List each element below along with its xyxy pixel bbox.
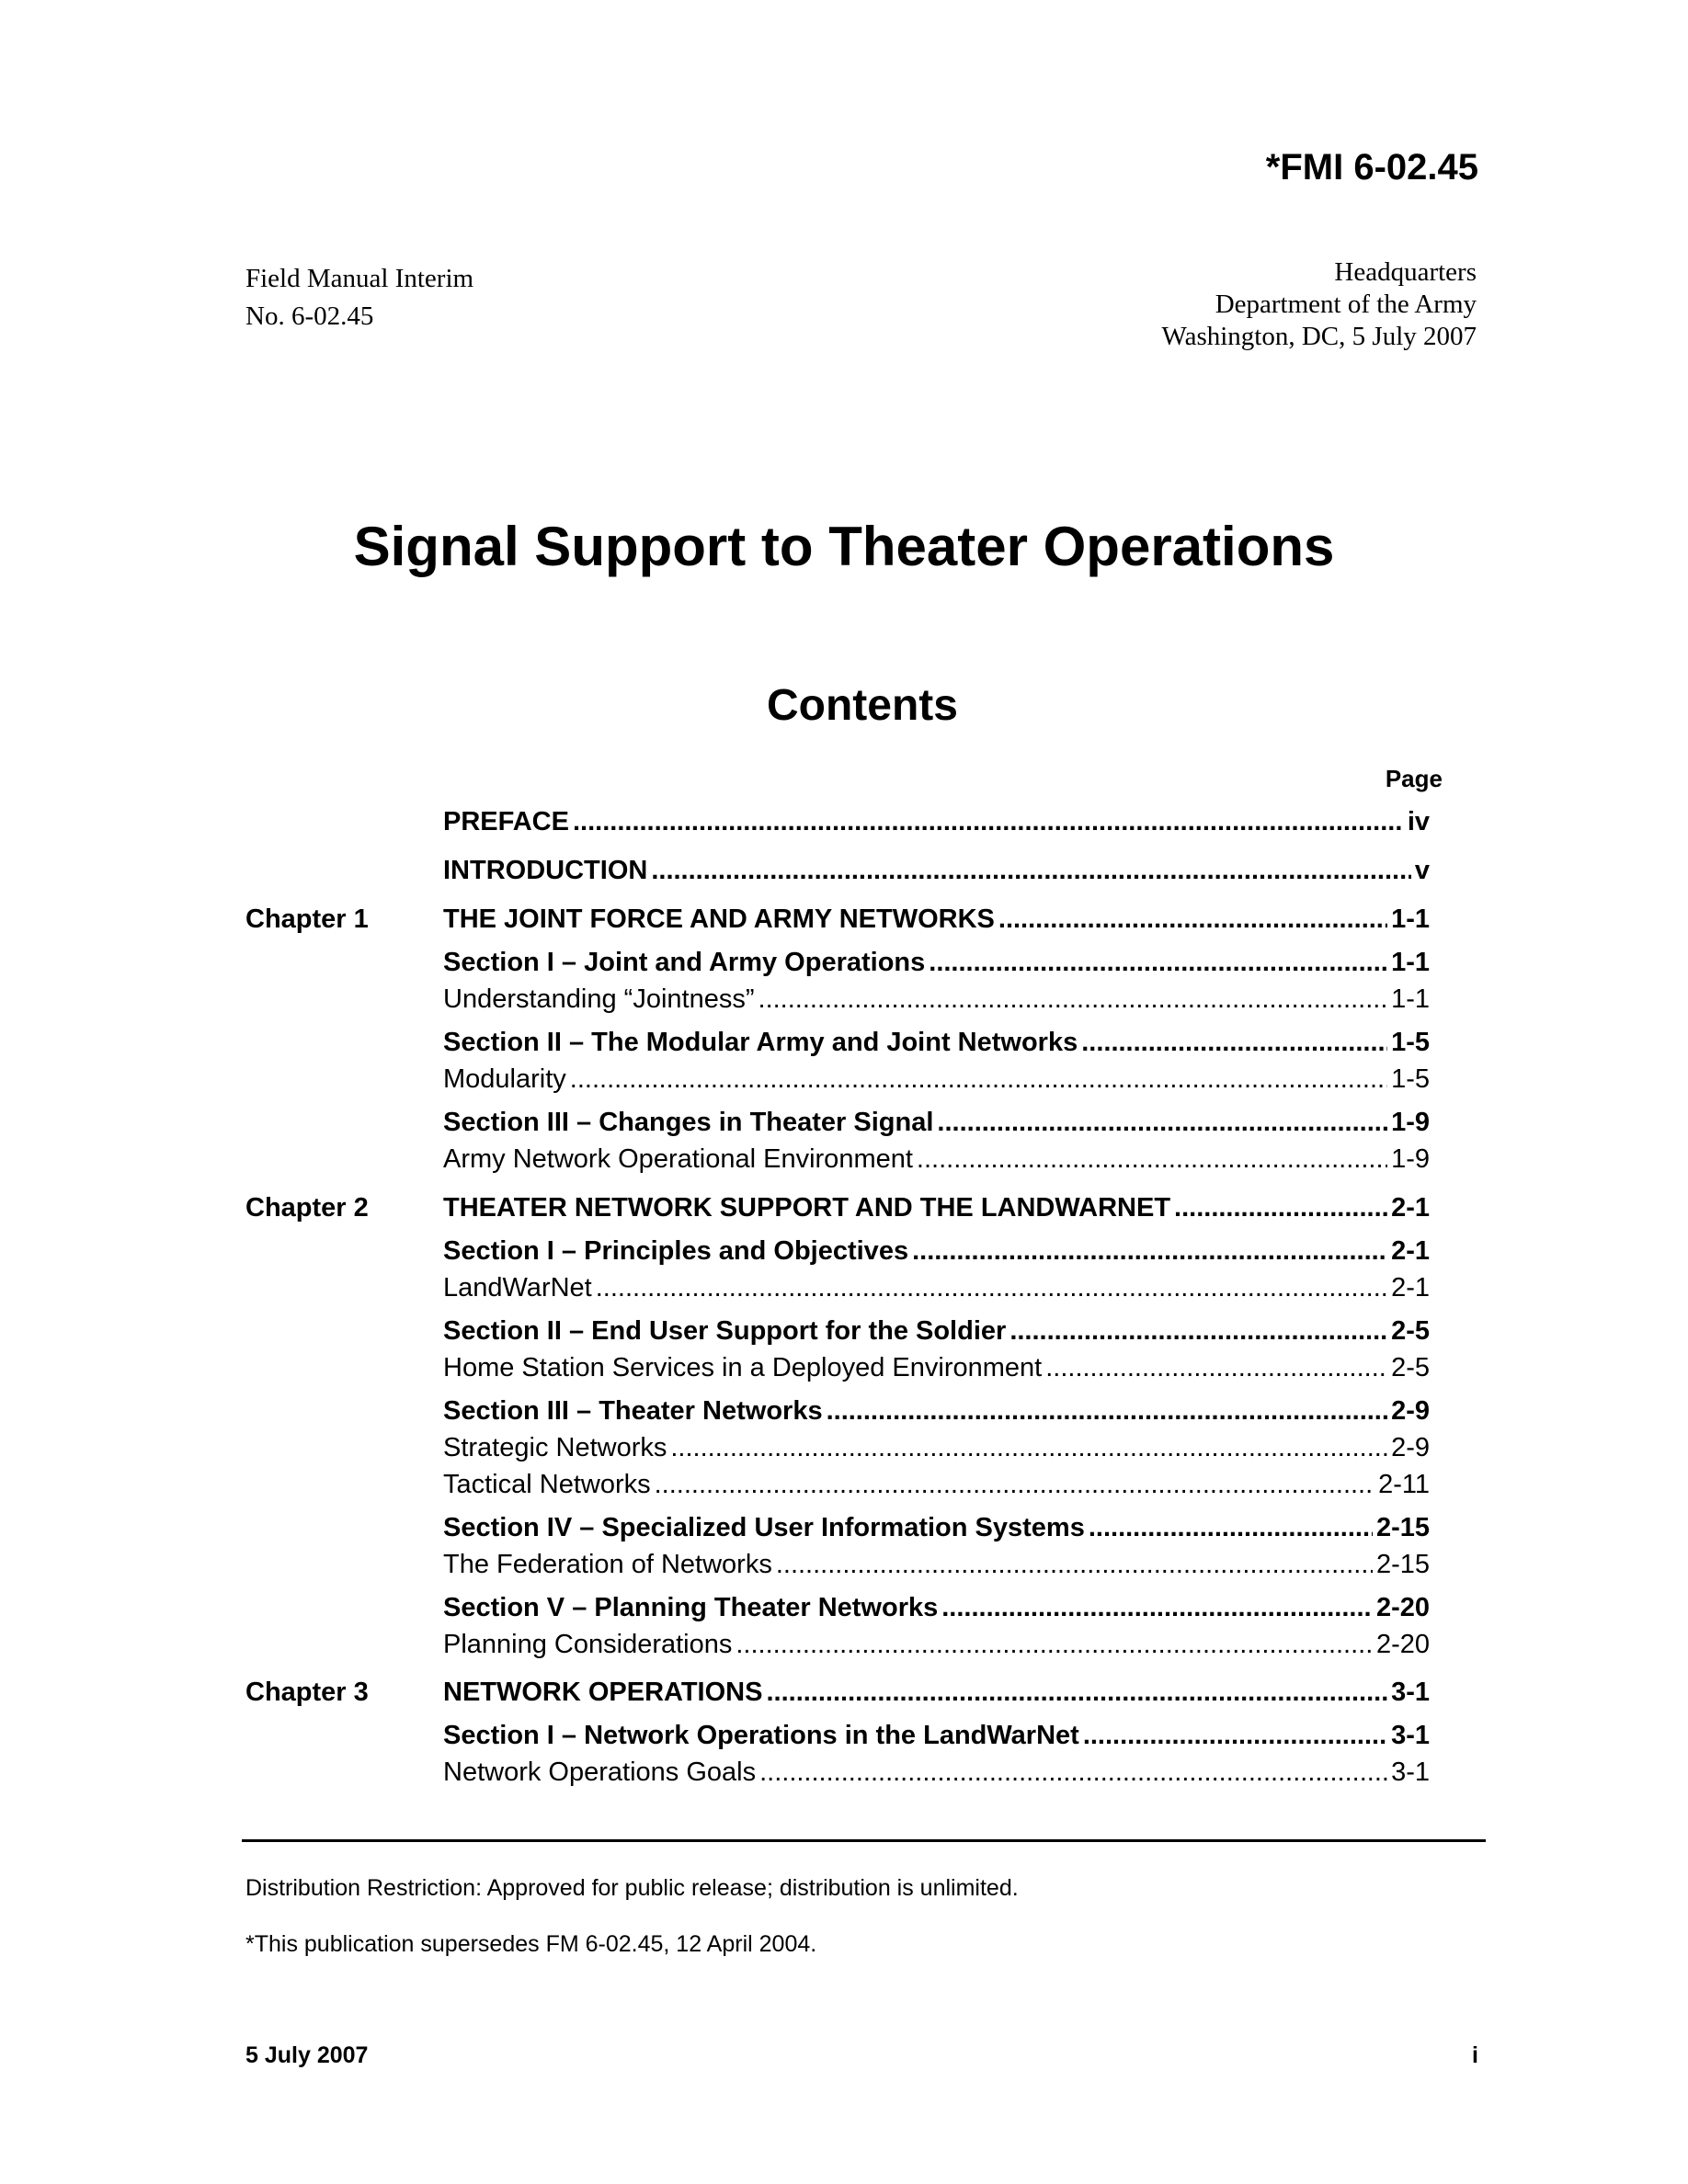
toc-dot-leader (759, 1756, 1387, 1789)
toc-entry-page: 2-20 (1375, 1593, 1430, 1622)
toc-dot-leader (758, 983, 1388, 1016)
toc-entry-title: Tactical Networks (443, 1470, 651, 1499)
toc-entry[interactable] (443, 1719, 1430, 1752)
toc-entry-title: Planning Considerations (443, 1630, 733, 1659)
chapter-label: Chapter 3 (245, 1678, 369, 1707)
distribution-restriction: Distribution Restriction: Approved for public release; distribution is unlimited. (245, 1875, 1019, 1901)
toc-dot-leader (776, 1548, 1373, 1581)
location-date-line: Washington, DC, 5 July 2007 (1161, 322, 1477, 351)
toc-entry-page: 2-1 (1391, 1193, 1430, 1223)
toc-entry-title: Section III – Changes in Theater Signal (443, 1108, 934, 1137)
toc-dot-leader (670, 1431, 1387, 1464)
toc-dot-leader (827, 1394, 1388, 1428)
toc-entry[interactable] (443, 1676, 1430, 1709)
toc-dot-leader (655, 1468, 1374, 1501)
toc-entry[interactable] (443, 1511, 1430, 1544)
toc-entry[interactable] (443, 1143, 1430, 1176)
toc-entry[interactable] (443, 1271, 1430, 1304)
toc-entry-page: 1-1 (1391, 904, 1430, 934)
toc-entry-page: 2-11 (1378, 1470, 1430, 1499)
chapter-label: Chapter 2 (245, 1193, 369, 1223)
toc-entry[interactable] (443, 1314, 1430, 1348)
footnote-divider (242, 1839, 1486, 1842)
toc-entry-page: 3-1 (1391, 1757, 1430, 1787)
toc-entry-page: 1-1 (1391, 948, 1430, 977)
toc-entry-title: Section V – Planning Theater Networks (443, 1593, 939, 1622)
manual-type: Field Manual Interim (245, 264, 474, 293)
department-line: Department of the Army (1215, 290, 1477, 319)
toc-entry-page: 2-5 (1391, 1353, 1430, 1382)
toc-entry-title: Section II – The Modular Army and Joint Networks (443, 1028, 1078, 1057)
toc-entry[interactable] (443, 805, 1430, 838)
toc-entry-title: Section I – Network Operations in the LandWarNet (443, 1721, 1079, 1750)
supersedes-note: *This publication supersedes FM 6-02.45, 12 April 2004. (245, 1931, 817, 1957)
toc-entry-page: 1-5 (1391, 1064, 1430, 1094)
toc-dot-leader (1045, 1351, 1387, 1384)
document-id: *FMI 6-02.45 (1265, 147, 1478, 188)
toc-entry[interactable] (443, 1628, 1430, 1661)
toc-entry[interactable] (443, 983, 1430, 1016)
toc-entry-title: Network Operations Goals (443, 1757, 757, 1787)
toc-entry-title: PREFACE (443, 807, 569, 836)
toc-entry[interactable] (443, 1191, 1430, 1224)
toc-entry-title: Strategic Networks (443, 1433, 667, 1462)
toc-entry-title: THEATER NETWORK SUPPORT AND THE LANDWARNET (443, 1193, 1171, 1223)
page-number: i (1472, 2042, 1478, 2068)
toc-dot-leader (941, 1591, 1373, 1624)
toc-entry-title: Section II – End User Support for the Soldier (443, 1316, 1007, 1346)
toc-dot-leader (573, 805, 1404, 838)
toc-entry[interactable] (443, 946, 1430, 979)
toc-dot-leader (998, 903, 1387, 936)
toc-dot-leader (570, 1063, 1387, 1096)
toc-entry-page: 2-1 (1391, 1236, 1430, 1266)
headquarters-line: Headquarters (1334, 257, 1477, 287)
toc-dot-leader (1174, 1191, 1387, 1224)
toc-entry-title: Understanding “Jointness” (443, 984, 755, 1014)
toc-entry-page: 3-1 (1391, 1721, 1430, 1750)
toc-dot-leader (917, 1143, 1387, 1176)
toc-entry[interactable] (443, 1756, 1430, 1789)
toc-entry[interactable] (443, 1548, 1430, 1581)
toc-entry-page: 2-5 (1391, 1316, 1430, 1346)
toc-entry-page: 2-1 (1391, 1273, 1430, 1302)
toc-dot-leader (929, 946, 1387, 979)
toc-entry-page: 2-20 (1375, 1630, 1430, 1659)
toc-dot-leader (1009, 1314, 1387, 1348)
manual-number: No. 6-02.45 (245, 301, 374, 331)
chapter-label: Chapter 1 (245, 904, 369, 934)
toc-entry[interactable] (443, 1351, 1430, 1384)
toc-dot-leader (651, 854, 1411, 887)
toc-entry-page: 2-15 (1375, 1513, 1430, 1542)
toc-entry[interactable] (443, 1394, 1430, 1428)
toc-dot-leader (937, 1106, 1387, 1139)
toc-entry-title: Section III – Theater Networks (443, 1396, 823, 1426)
toc-entry[interactable] (443, 1468, 1430, 1501)
toc-entry-title: Section IV – Specialized User Information Systems (443, 1513, 1085, 1542)
toc-entry-page: iv (1407, 807, 1430, 836)
toc-entry-page: 2-15 (1375, 1550, 1430, 1579)
toc-entry-page: 1-9 (1391, 1144, 1430, 1174)
toc-entry-page: 2-9 (1391, 1433, 1430, 1462)
toc-entry[interactable] (443, 1106, 1430, 1139)
toc-dot-leader (1089, 1511, 1373, 1544)
toc-entry-title: Home Station Services in a Deployed Environment (443, 1353, 1043, 1382)
manual-identifier (245, 260, 473, 336)
page-column-label: Page (1385, 765, 1443, 792)
contents-heading: Contents (767, 681, 958, 730)
toc-dot-leader (736, 1628, 1373, 1661)
toc-entry[interactable] (443, 1431, 1430, 1464)
toc-entry[interactable] (443, 1591, 1430, 1624)
toc-entry[interactable] (443, 903, 1430, 936)
toc-entry-title: THE JOINT FORCE AND ARMY NETWORKS (443, 904, 995, 934)
toc-dot-leader (1083, 1719, 1387, 1752)
footer-date: 5 July 2007 (245, 2042, 369, 2068)
toc-entry[interactable] (443, 854, 1430, 887)
toc-dot-leader (766, 1676, 1387, 1709)
toc-entry-page: 1-5 (1391, 1028, 1430, 1057)
toc-entry-title: LandWarNet (443, 1273, 592, 1302)
toc-entry-title: Army Network Operational Environment (443, 1144, 913, 1174)
page-title: Signal Support to Theater Operations (353, 516, 1335, 577)
toc-entry-page: v (1414, 856, 1430, 885)
toc-entry-page: 3-1 (1391, 1678, 1430, 1707)
toc-dot-leader (1081, 1026, 1387, 1059)
toc-entry-title: NETWORK OPERATIONS (443, 1678, 763, 1707)
toc-entry-title: Modularity (443, 1064, 566, 1094)
toc-entry[interactable] (443, 1026, 1430, 1059)
toc-entry[interactable] (443, 1234, 1430, 1268)
toc-dot-leader (596, 1271, 1387, 1304)
toc-dot-leader (912, 1234, 1387, 1268)
toc-entry-title: INTRODUCTION (443, 856, 648, 885)
issuing-authority (1162, 256, 1477, 353)
toc-entry-title: Section I – Joint and Army Operations (443, 948, 926, 977)
toc-entry-title: Section I – Principles and Objectives (443, 1236, 909, 1266)
toc-entry-page: 1-1 (1391, 984, 1430, 1014)
toc-entry-title: The Federation of Networks (443, 1550, 772, 1579)
toc-entry-page: 1-9 (1391, 1108, 1430, 1137)
toc-entry[interactable] (443, 1063, 1430, 1096)
toc-entry-page: 2-9 (1391, 1396, 1430, 1426)
